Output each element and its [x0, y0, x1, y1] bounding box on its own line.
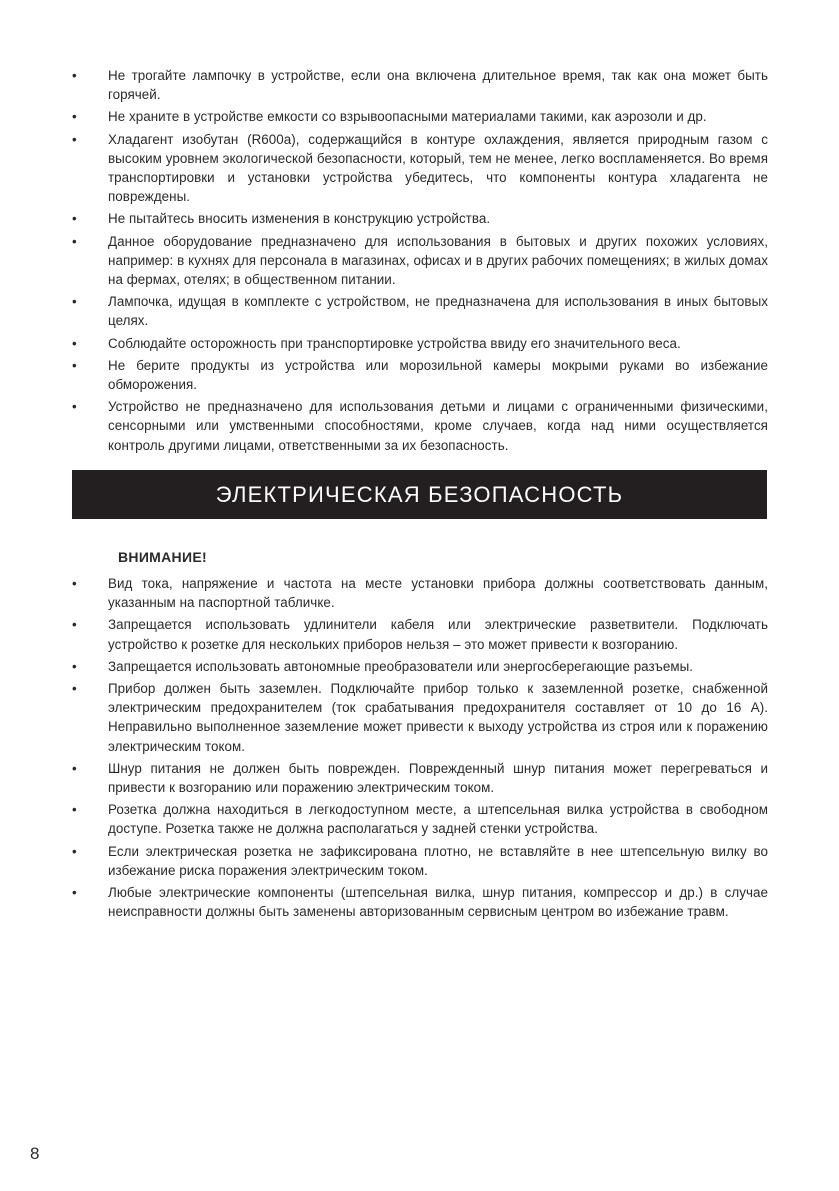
bullet: • [72, 399, 77, 415]
page-number: 8 [30, 1144, 40, 1163]
list-item-text: Любые электрические компоненты (штепсельная вилка, шнур питания, компрессор и др.) в случае неисправности должны быть заменены авторизованным сервисным центром во избежание травм. [108, 885, 768, 920]
list-item [72, 657, 768, 676]
list-item [72, 334, 768, 353]
list-item-text: Вид тока, напряжение и частота на месте установки прибора должны соответствовать данным, указанным на паспортной табличке. [108, 576, 768, 611]
list-item-text: Запрещается использовать удлинители кабеля или электрические разветвители. Подключать устройство к розетке для нескольких приборов нельзя – это может привести к возгоранию. [108, 617, 768, 652]
safety-list [72, 66, 768, 458]
list-item [72, 759, 768, 797]
bullet: • [72, 576, 77, 591]
bullet: • [72, 233, 77, 249]
list-item [72, 883, 768, 921]
bullet: • [72, 294, 77, 310]
list-item-text: Не пытайтесь вносить изменения в конструкцию устройства. [108, 211, 491, 227]
list-item-text: Соблюдайте осторожность при транспортировке устройства ввиду его значительного веса. [108, 335, 681, 351]
bullet: • [72, 335, 77, 351]
section-title-banner [72, 470, 767, 519]
list-item [72, 232, 768, 290]
list-item [72, 66, 768, 104]
bullet: • [72, 760, 77, 776]
list-item-text: Не берите продукты из устройства или морозильной камеры мокрыми руками во избежание обморожения. [108, 357, 768, 393]
bullet: • [72, 658, 77, 674]
section-title: ЭЛЕКТРИЧЕСКАЯ БЕЗОПАСНОСТЬ [215, 481, 624, 507]
list-item [72, 130, 768, 207]
bullet: • [72, 843, 77, 859]
list-item-text: Не храните в устройстве емкости со взрывоопасными материалами такими, как аэрозоли и др. [108, 109, 707, 125]
list-item-text: Прибор должен быть заземлен. Подключайте прибор только к заземленной розетке, снабженной электрическим предохранителем (ток срабатывания предохранителя составляет от 10 до 16 А). Неправильно выполненное заземление может привести к выходу устройства из строя или к поражению электрическим током. [108, 681, 768, 754]
list-item-text: Устройство не предназначено для использования детьми и лицами с ограниченными физическими, сенсорными или умственными способностями, кроме случаев, когда над ними осуществляется контроль другими лицами, ответственными за их безопасность. [108, 399, 768, 453]
list-item-text: Запрещается использовать автономные преобразователи или энергосберегающие разъемы. [108, 658, 694, 674]
bullet: • [72, 131, 77, 147]
list-item-text: Не трогайте лампочку в устройстве, если она включена длительное время, так как она может быть горячей. [108, 68, 768, 103]
list-item-text: Хладагент изобутан (R600a), содержащийся в контуре охлаждения, является природным газом с высоким уровнем экологической безопасности, который, тем не менее, легко воспламеняется. Во время транспортировки и установки устройства убедитесь, что компоненты контура хладагента не повреждены. [108, 131, 768, 205]
list-item [72, 209, 768, 228]
list-item [72, 574, 768, 612]
bullet: • [72, 885, 77, 901]
list-item-text: Данное оборудование предназначено для использования в бытовых и других похожих условиях, например: в кухнях для персонала в магазинах, офисах и в других рабочих помещениях; в жилых домах на фермах, отелях; в общественном питании. [108, 233, 768, 288]
list-item [72, 842, 768, 880]
list-item [72, 679, 768, 756]
bullet: • [72, 357, 77, 373]
warning-heading: ВНИМАНИЕ! [118, 549, 207, 565]
list-item-text: Лампочка, идущая в комплекте с устройством, не предназначена для использования в иных бытовых целях. [108, 294, 768, 329]
list-item [72, 800, 768, 838]
list-item [72, 397, 768, 455]
bullet: • [72, 617, 77, 633]
electrical-safety-list [72, 574, 768, 924]
list-item [72, 356, 768, 394]
list-item-text: Если электрическая розетка не зафиксирована плотно, не вставляйте в нее штепсельную вилку во избежание риска поражения электрическим током. [108, 843, 768, 878]
list-item-text: Шнур питания не должен быть поврежден. Поврежденный шнур питания может перегреваться и привести к возгоранию или поражению электрическим током. [108, 760, 768, 796]
bullet: • [72, 211, 77, 227]
list-item-text: Розетка должна находиться в легкодоступном месте, а штепсельная вилка устройства в свободном доступе. Розетка также не должна располагаться у задней стенки устройства. [108, 802, 768, 837]
bullet: • [72, 109, 77, 125]
bullet: • [72, 681, 77, 697]
list-item [72, 107, 768, 126]
bullet: • [72, 802, 77, 818]
list-item [72, 292, 768, 330]
list-item [72, 615, 768, 653]
bullet: • [72, 68, 77, 83]
